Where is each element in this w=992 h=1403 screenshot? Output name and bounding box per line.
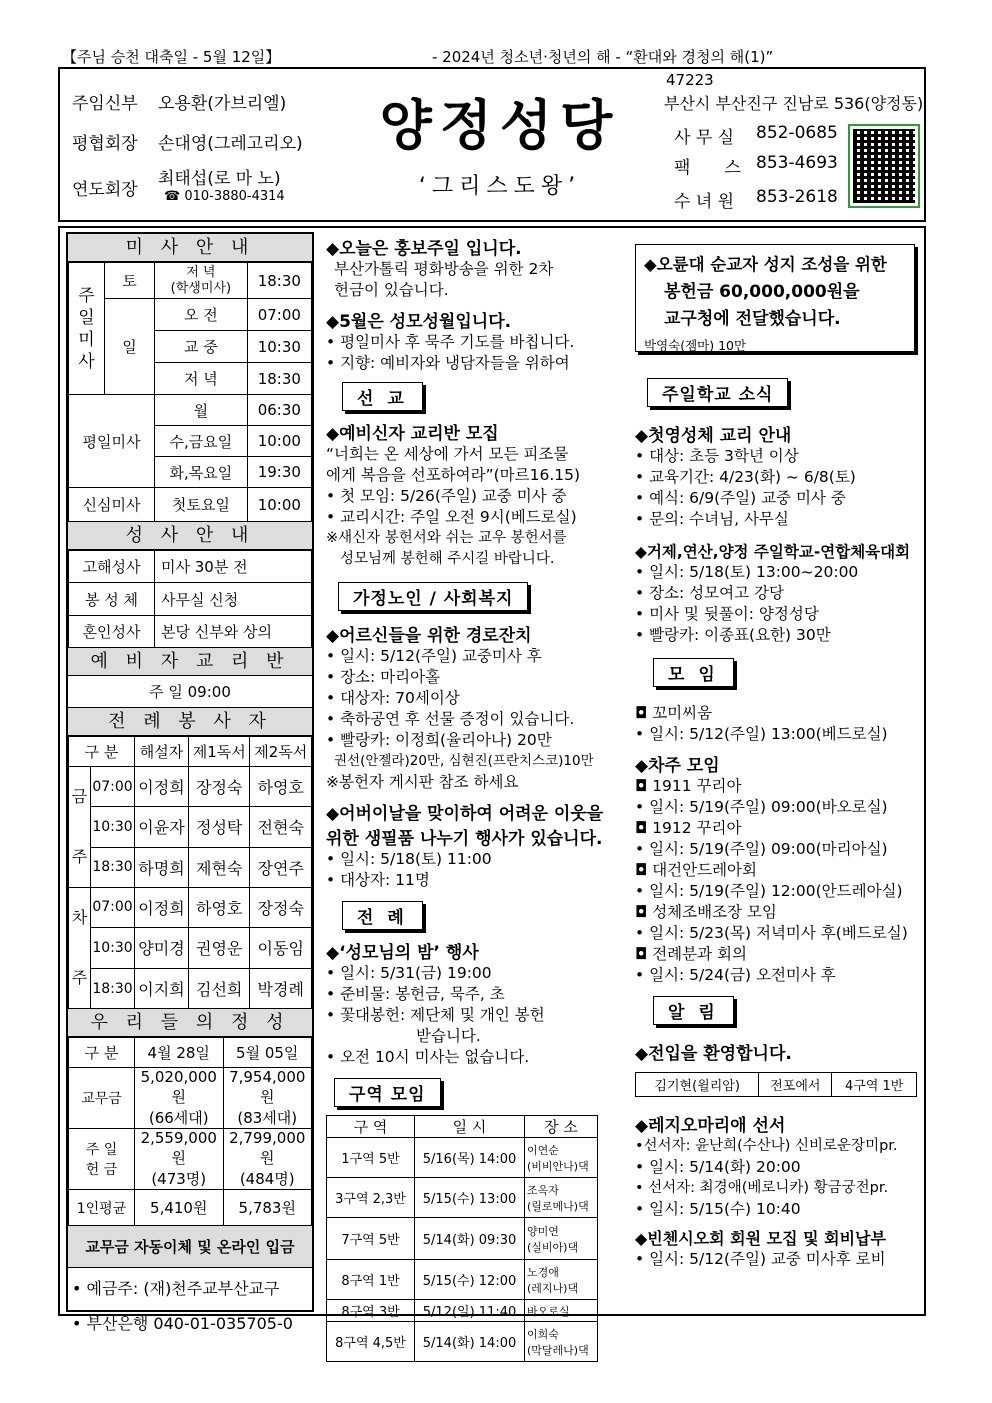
text-line: • 지향: 예비자와 냉담자들을 위하여 xyxy=(326,354,570,372)
sports-day-heading: ◆거제,연산,양정 주일학교-연합체육대회 xyxy=(635,543,911,561)
server-time: 10:30 xyxy=(91,807,135,847)
server-name: 이동임 xyxy=(250,927,312,968)
bank-account: • 부산은행 040-01-035705-0 xyxy=(72,1314,293,1333)
text-line: • 일시: 5/19(주일) 12:00(안드레아실) xyxy=(635,882,903,900)
pastor: 오용환(가브리엘) xyxy=(158,94,287,114)
server-time: 18:30 xyxy=(91,969,135,1009)
section-welfare: 가정노인 / 사회복지 xyxy=(338,582,528,611)
text-line: ◘ 꼬미씨움 xyxy=(635,704,713,722)
text-line: 성모님께 봉헌해 주시길 바랍니다. xyxy=(340,551,555,567)
sacrament-note: 사무실 신청 xyxy=(155,583,312,616)
text-line: ◘ 1912 꾸리아 xyxy=(635,819,742,837)
qr-code-icon[interactable] xyxy=(848,124,920,208)
weekday-time: 06:30 xyxy=(247,395,311,426)
catechumen-time: 주 일 09:00 xyxy=(68,676,312,708)
offering-title: 우 리 들 의 정 성 xyxy=(68,1009,312,1037)
welcome-heading: ◆전입을 환영합니다. xyxy=(635,1044,792,1064)
office-phone: 852-0685 xyxy=(756,123,838,143)
server-name: 이윤자 xyxy=(135,807,189,847)
server-name: 정성탁 xyxy=(188,807,250,847)
donation-line: ◆오륜대 순교자 성지 조성을 위한 xyxy=(644,255,887,274)
marian-month-heading: ◆5월은 성모성월입니다. xyxy=(326,312,512,332)
youth-day: 첫토요일 xyxy=(155,488,248,522)
section-district: 구역 모임 xyxy=(334,1078,441,1107)
fax-phone: 853-4693 xyxy=(756,153,838,173)
server-name: 김선희 xyxy=(188,969,250,1009)
sat-label: 토 xyxy=(105,263,155,299)
district-time: 5/15(수) 13:00 xyxy=(415,1178,525,1218)
server-name: 이정희 xyxy=(135,888,189,928)
text-line: ◘ 1911 꾸리아 xyxy=(635,777,742,795)
district-place: 노경애 (레지나)댁 xyxy=(525,1260,598,1300)
section-liturgy: 전 례 xyxy=(342,901,423,930)
text-line: ◘ 전례분과 회의 xyxy=(635,945,747,963)
server-name: 제현숙 xyxy=(188,847,250,887)
offering-header: 구 분 xyxy=(69,1038,135,1068)
sacrament-note: 본당 신부와 상의 xyxy=(155,616,312,648)
sun-label: 일 xyxy=(105,299,155,395)
offering-header: 5월 05일 xyxy=(223,1038,312,1068)
donation-line: 봉헌금 60,000,000원을 xyxy=(664,282,860,302)
bank-holder: • 예금주: (재)천주교부산교구 xyxy=(72,1279,280,1298)
server-time: 07:00 xyxy=(91,888,135,928)
vincent-heading: ◆빈첸시오회 회원 모집 및 회비납부 xyxy=(635,1229,886,1248)
district-place: 이연순 (비비안나)댁 xyxy=(525,1138,598,1178)
right-column xyxy=(635,234,925,1270)
server-name: 장연주 xyxy=(250,847,312,887)
catechumen-title: 예 비 자 교 리 반 xyxy=(68,648,312,676)
server-time: 07:00 xyxy=(91,767,135,807)
servers-header: 제1독서 xyxy=(188,737,250,767)
district-place: 조옥자 (릴로메나)댁 xyxy=(525,1178,598,1218)
text-line: • 일시: 5/12(주일) 교중미사 후 xyxy=(326,647,542,665)
text-line: • 미사 및 뒷풀이: 양정성당 xyxy=(635,605,819,623)
section-notices: 알 림 xyxy=(653,996,734,1025)
union-phone: ☎ 010-3880-4314 xyxy=(164,189,285,204)
text-line: • 빨랑카: 이종표(요한) 30만 xyxy=(635,626,831,644)
offering-label: 1인평균 xyxy=(69,1190,135,1226)
text-line: 헌금이 있습니다. xyxy=(334,281,449,299)
sacrament-name: 고해성사 xyxy=(69,551,155,583)
sacrament-name: 혼인성사 xyxy=(69,616,155,648)
text-line: • 대상자: 11명 xyxy=(326,871,430,889)
welcome-name: 김기현(윌리암) xyxy=(636,1073,759,1097)
district-place: 양미연 (실비아)댁 xyxy=(525,1218,598,1260)
offering-label: 교무금 xyxy=(69,1068,135,1129)
server-name: 전현숙 xyxy=(250,807,312,847)
welcome-from: 전포에서 xyxy=(759,1073,832,1097)
text-line: • 일시: 5/12(주일) 교중 미사후 로비 xyxy=(635,1250,886,1268)
sun-time: 10:30 xyxy=(247,331,311,363)
text-line: “너희는 온 세상에 가서 모든 피조물 xyxy=(326,445,569,463)
text-line: • 일시: 5/19(주일) 09:00(바오로실) xyxy=(635,798,888,816)
text-line: • 준비물: 봉헌금, 묵주, 초 xyxy=(326,985,505,1003)
mass-table xyxy=(68,262,312,522)
youth-label: 신심미사 xyxy=(69,488,155,522)
sat-time: 18:30 xyxy=(247,263,311,299)
sun-slot: 저 녁 xyxy=(155,363,248,395)
weekday-time: 19:30 xyxy=(247,457,311,488)
server-name: 양미경 xyxy=(135,927,189,968)
district-name: 8구역 3반 xyxy=(327,1300,415,1322)
district-header: 구 역 xyxy=(327,1116,415,1138)
text-line: • 일시: 5/14(화) 20:00 xyxy=(635,1158,801,1176)
text-line: • 장소: 성모여고 강당 xyxy=(635,584,784,602)
servers-table xyxy=(68,736,312,1009)
main-content xyxy=(58,226,926,1357)
text-line: • 장소: 마리아홀 xyxy=(326,668,441,686)
text-line: • 빨랑카: 이정희(율리아나) 20만 xyxy=(326,731,552,749)
fax-label: 팩 스 xyxy=(674,158,741,178)
text-line: • 일시: 5/18(토) 11:00 xyxy=(326,850,492,868)
section-meetings: 모 임 xyxy=(653,658,734,687)
district-name: 8구역 1반 xyxy=(327,1260,415,1300)
text-line: • 일시: 5/31(금) 19:00 xyxy=(326,964,492,982)
text-line: • 꽃대봉헌: 제단체 및 개인 봉헌 xyxy=(326,1006,545,1024)
offering-value: 7,954,000원 (83세대) xyxy=(223,1068,312,1129)
server-name: 권영운 xyxy=(188,927,250,968)
text-line: • 일시: 5/24(금) 오전미사 후 xyxy=(635,966,836,984)
servers-header: 제2독서 xyxy=(250,737,312,767)
server-name: 이지희 xyxy=(135,969,189,1009)
text-line: • 평일미사 후 묵주 기도를 바칩니다. xyxy=(326,333,575,351)
sun-slot: 교 중 xyxy=(155,331,248,363)
section-sunday-school: 주일학교 소식 xyxy=(647,378,788,407)
parish-title: 양정성당 xyxy=(379,93,621,157)
section-mission: 선 교 xyxy=(342,382,423,411)
donor: 박영숙(젬마) 10만 xyxy=(644,338,747,353)
offering-value: 5,410원 xyxy=(135,1190,224,1226)
parents-day-heading-2: 위한 생필품 나누기 행사가 있습니다. xyxy=(326,829,603,849)
convent-label: 수 녀 원 xyxy=(674,192,735,212)
mass-title: 미 사 안 내 xyxy=(68,234,312,262)
text-line: • 일시: 5/18(토) 13:00~20:00 xyxy=(635,563,859,581)
district-header: 장 소 xyxy=(525,1116,598,1138)
sun-time: 07:00 xyxy=(247,299,311,331)
council: 손대영(그레고리오) xyxy=(158,134,303,154)
text-line: •선서자: 윤난희(수산나) 신비로운장미pr. xyxy=(635,1138,898,1154)
servers-header: 해설자 xyxy=(135,737,189,767)
sun-time: 18:30 xyxy=(247,363,311,395)
district-name: 3구역 2,3반 xyxy=(327,1178,415,1218)
legio-heading: ◆레지오마리애 선서 xyxy=(635,1116,786,1136)
catechumen-heading: ◆예비신자 교리반 모집 xyxy=(326,424,499,444)
district-place: 바오로실 xyxy=(525,1300,598,1322)
donation-notice xyxy=(635,244,915,352)
offering-value: 5,020,000원 (66세대) xyxy=(135,1068,224,1129)
text-line: 에게 복음을 선포하여라”(마르16.15) xyxy=(326,466,581,484)
convent-phone: 853-2618 xyxy=(756,187,838,207)
zip: 47223 xyxy=(666,71,714,89)
district-time: 5/15(수) 12:00 xyxy=(415,1260,525,1300)
text-line: ※봉헌자 게시판 참조 하세요 xyxy=(326,773,519,791)
header xyxy=(58,67,926,222)
pastor-label: 주임신부 xyxy=(72,94,138,114)
weekday-day: 화,목요일 xyxy=(155,457,248,488)
district-time: 5/14(화) 09:30 xyxy=(415,1218,525,1260)
welcome-district: 4구역 1반 xyxy=(832,1073,917,1097)
weekday-day: 수,금요일 xyxy=(155,426,248,457)
servers-header: 구 분 xyxy=(69,737,135,767)
sat-time-label: 저 녁 (학생미사) xyxy=(155,263,248,299)
sacrament-note: 미사 30분 전 xyxy=(155,551,312,583)
sacrament-name: 봉 성 체 xyxy=(69,583,155,616)
text-line: 받습니다. xyxy=(416,1027,481,1045)
offering-value: 5,783원 xyxy=(223,1190,312,1226)
text-line: 권선(안젤라)20만, 심현진(프란치스코)10만 xyxy=(334,753,594,769)
office-label: 사 무 실 xyxy=(674,128,735,148)
union: 최태섭(로 마 노) xyxy=(158,169,281,189)
union-label: 연도회장 xyxy=(72,180,138,200)
sacrament-title: 성 사 안 내 xyxy=(68,522,312,550)
servers-title: 전 례 봉 사 자 xyxy=(68,708,312,736)
offering-label: 주 일 헌 금 xyxy=(69,1129,135,1190)
communion-heading: ◆첫영성체 교리 안내 xyxy=(635,426,792,446)
welcome-table xyxy=(635,1072,917,1097)
next-week-label: 차 주 xyxy=(69,888,91,1009)
district-header: 일 시 xyxy=(415,1116,525,1138)
donation-line: 교구청에 전달했습니다. xyxy=(664,309,841,329)
text-line: • 교리시간: 주일 오전 9시(베드로실) xyxy=(326,508,577,526)
district-name: 1구역 5반 xyxy=(327,1138,415,1178)
district-name: 8구역 4,5반 xyxy=(327,1322,415,1362)
server-name: 이정희 xyxy=(135,767,189,807)
offering-table xyxy=(68,1037,312,1226)
weekday-label: 평일미사 xyxy=(69,395,155,488)
parents-day-heading: ◆어버이날을 맞이하여 어려운 이웃을 xyxy=(326,804,604,824)
text-line: • 일시: 5/15(수) 10:40 xyxy=(635,1200,801,1218)
server-name: 장정숙 xyxy=(188,767,250,807)
left-column xyxy=(66,232,314,1333)
promo-sunday-heading: ◆오늘은 홍보주일 입니다. xyxy=(326,239,522,259)
text-line: • 축하공연 후 선물 증정이 있습니다. xyxy=(326,710,575,728)
parish-subtitle: ‘그리스도왕’ xyxy=(418,174,582,199)
server-name: 박경례 xyxy=(250,969,312,1009)
text-line: • 일시: 5/12(주일) 13:00(베드로실) xyxy=(635,725,888,743)
text-line: • 일시: 5/23(목) 저녁미사 후(베드로실) xyxy=(635,924,908,942)
server-name: 하영호 xyxy=(188,888,250,928)
youth-time: 10:00 xyxy=(247,488,311,522)
year-theme: - 2024년 청소년·청년의 해 - “환대와 경청의 해(1)” xyxy=(432,48,774,66)
text-line: • 일시: 5/19(주일) 09:00(마리아실) xyxy=(635,840,888,858)
text-line: • 교육기간: 4/23(화) ~ 6/8(토) xyxy=(635,468,856,486)
text-line: ※새신자 봉헌서와 쉬는 교우 봉헌서를 xyxy=(326,530,567,546)
server-time: 10:30 xyxy=(91,927,135,968)
weekday-time: 10:00 xyxy=(247,426,311,457)
text-line: ◘ 성체조배조장 모임 xyxy=(635,903,777,921)
next-week-meetings-heading: ◆차주 모임 xyxy=(635,756,720,776)
text-line: • 대상자: 70세이상 xyxy=(326,689,460,707)
server-time: 18:30 xyxy=(91,847,135,887)
district-time: 5/16(목) 14:00 xyxy=(415,1138,525,1178)
text-line: • 예식: 6/9(주일) 교중 미사 중 xyxy=(635,489,846,507)
text-line: • 오전 10시 미사는 없습니다. xyxy=(326,1048,530,1066)
offering-value: 2,799,000원 (484명) xyxy=(223,1129,312,1190)
district-table xyxy=(326,1115,598,1362)
offering-header: 4월 28일 xyxy=(135,1038,224,1068)
marian-night-heading: ◆‘성모님의 밤’ 행사 xyxy=(326,943,479,963)
text-line: 부산가톨릭 평화방송을 위한 2차 xyxy=(334,260,554,278)
middle-column xyxy=(326,234,626,1362)
council-label: 평협회장 xyxy=(72,134,138,154)
sunday-label: 주 일 미 사 xyxy=(69,263,105,395)
server-name: 하영호 xyxy=(250,767,312,807)
server-name: 하명희 xyxy=(135,847,189,887)
district-time: 5/12(일) 11:40 xyxy=(415,1300,525,1322)
district-time: 5/14(화) 14:00 xyxy=(415,1322,525,1362)
elder-party-heading: ◆어르신들을 위한 경로잔치 xyxy=(326,626,532,646)
district-name: 7구역 5반 xyxy=(327,1218,415,1260)
text-line: • 문의: 수녀님, 사무실 xyxy=(635,510,789,528)
server-name: 장정숙 xyxy=(250,888,312,928)
offering-value: 2,559,000원 (473명) xyxy=(135,1129,224,1190)
this-week-label: 금 주 xyxy=(69,767,91,888)
address: 부산시 부산진구 진남로 536(양정동) xyxy=(664,94,924,113)
district-place: 이희숙 (막달레나)댁 xyxy=(525,1322,598,1362)
bank-title: 교무금 자동이체 및 온라인 입금 xyxy=(68,1226,312,1268)
date-line: 【주님 승천 대축일 - 5월 12일】 xyxy=(62,48,281,66)
weekday-day: 월 xyxy=(155,395,248,426)
text-line: • 첫 모임: 5/26(주일) 교중 미사 중 xyxy=(326,487,567,505)
text-line: • 선서자: 최경애(베로니카) 황금궁전pr. xyxy=(635,1180,889,1196)
sacrament-table xyxy=(68,550,312,648)
sun-slot: 오 전 xyxy=(155,299,248,331)
text-line: • 대상: 초등 3학년 이상 xyxy=(635,447,799,465)
text-line: ◘ 대건안드레아회 xyxy=(635,861,757,879)
